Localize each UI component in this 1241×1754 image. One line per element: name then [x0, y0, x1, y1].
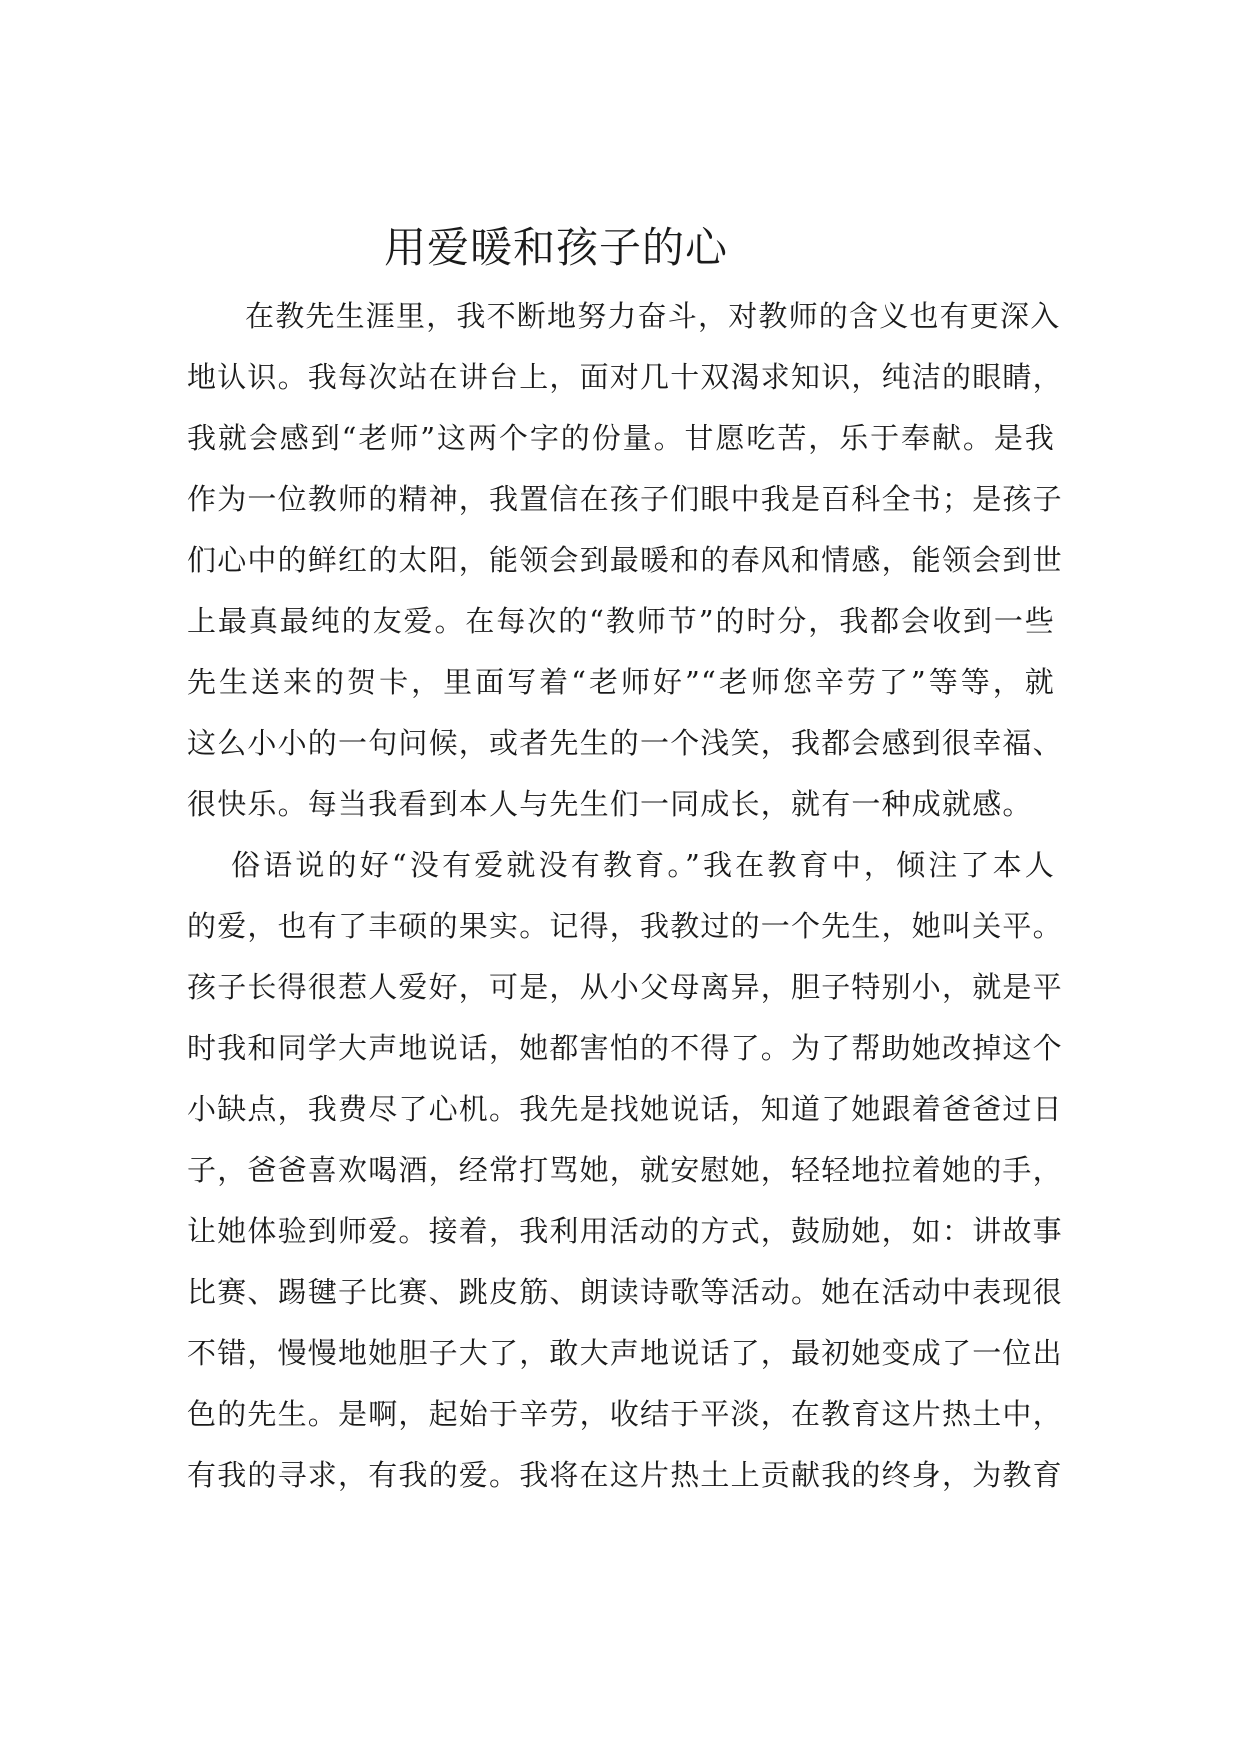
- text-line: 有我的寻求，有我的爱。我将在这片热土上贡献我的终身，为教育: [187, 1458, 1063, 1492]
- text-line: 很快乐。每当我看到本人与先生们一同成长，就有一种成就感。: [187, 787, 1033, 821]
- text-line: 子，爸爸喜欢喝酒，经常打骂她，就安慰她，轻轻地拉着她的手，: [187, 1153, 1063, 1187]
- text-line: 不错，慢慢地她胆子大了，敢大声地说话了，最初她变成了一位出: [187, 1336, 1063, 1370]
- text-line: 色的先生。是啊，起始于辛劳，收结于平淡，在教育这片热土中，: [187, 1397, 1063, 1431]
- paragraph-1: [187, 286, 1063, 835]
- text-line: 让她体验到师爱。接着，我利用活动的方式，鼓励她，如：讲故事: [187, 1214, 1063, 1248]
- document-body: [187, 286, 1063, 1506]
- text-line: 先生送来的贺卡，里面写着“老师好”“老师您辛劳了”等等，就: [187, 665, 1055, 699]
- text-line: 我就会感到“老师”这两个字的份量。甘愿吃苦，乐于奉献。是我: [187, 421, 1055, 455]
- text-line: 这么小小的一句问候，或者先生的一个浅笑，我都会感到很幸福、: [187, 726, 1063, 760]
- text-line: 比赛、踢毽子比赛、跳皮筋、朗读诗歌等活动。她在活动中表现很: [187, 1275, 1063, 1309]
- text-line: 时我和同学大声地说话，她都害怕的不得了。为了帮助她改掉这个: [187, 1031, 1063, 1065]
- text-line: 作为一位教师的精神，我置信在孩子们眼中我是百科全书；是孩子: [187, 482, 1063, 516]
- text-line: 在教先生涯里，我不断地努力奋斗，对教师的含义也有更深入: [245, 299, 1061, 333]
- paragraph-2: [187, 835, 1063, 1506]
- text-line: 的爱，也有了丰硕的果实。记得，我教过的一个先生，她叫关平。: [187, 909, 1063, 943]
- text-line: 地认识。我每次站在讲台上，面对几十双渴求知识，纯洁的眼睛，: [187, 360, 1063, 394]
- text-line: 上最真最纯的友爱。在每次的“教师节”的时分，我都会收到一些: [187, 604, 1055, 638]
- text-line: 俗语说的好“没有爱就没有教育。”我在教育中，倾注了本人: [231, 848, 1055, 882]
- text-line: 们心中的鲜红的太阳，能领会到最暖和的春风和情感，能领会到世: [187, 543, 1063, 577]
- text-line: 小缺点，我费尽了心机。我先是找她说话，知道了她跟着爸爸过日: [187, 1092, 1063, 1126]
- page-title: 用爱暖和孩子的心: [384, 223, 729, 272]
- text-line: 孩子长得很惹人爱好，可是，从小父母离异，胆子特别小，就是平: [187, 970, 1063, 1004]
